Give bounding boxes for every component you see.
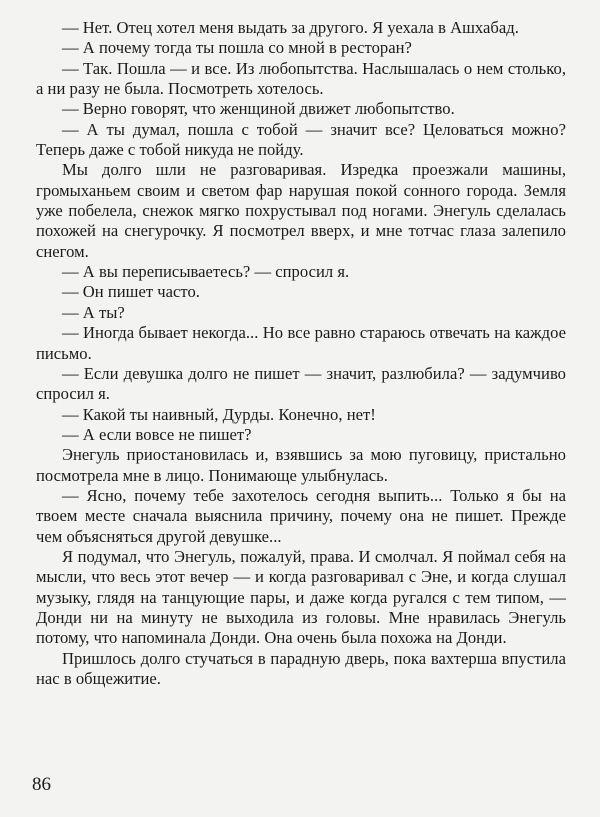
paragraph-6: Мы долго шли не разговаривая. Изредка проезжали машины, громыханьем своим и светом фар нарушая покой сонного города. Земля уже побелела, снежок мягко похрустывал под ногами. Энегуль сделалась похожей на снегурочку. Я посмотрел вверх, и мне тотчас глаза залепило снегом. xyxy=(36,160,566,261)
paragraph-15: — Ясно, почему тебе захотелось сегодня выпить... Только я бы на твоем месте сначала выяснила причину, почему она не пишет. Прежде чем объясняться другой девушке... xyxy=(36,485,566,546)
paragraph-16: Я подумал, что Энегуль, пожалуй, права. И смолчал. Я поймал себя на мысли, что весь этот вечер — и когда разговаривал с Эне, и когда слушал музыку, глядя на танцующие пары, и даже когда ругался с тем типом, — Донди ни на минуту не выходила из головы. Мне нравилась Энегуль потому, что напоминала Донди. Она очень была похожа на Донди. xyxy=(36,546,566,648)
paragraph-8: — Он пишет часто. xyxy=(62,282,200,302)
paragraph-3: — Так. Пошла — и все. Из любопытства. Наслышалась о нем столько, а ни разу не была. Посмотреть хотелось. xyxy=(36,58,566,99)
paragraph-1: — Нет. Отец хотел меня выдать за другого. Я уехала в Ашхабад. xyxy=(62,18,519,37)
paragraph-7: — А вы переписываетесь? — спросил я. xyxy=(62,262,350,282)
paragraph-10: — Иногда бывает некогда... Но все равно стараюсь отвечать на каждое письмо. xyxy=(36,323,566,363)
paragraph-14: Энегуль приостановилась и, взявшись за мою пуговицу, пристально посмотрела мне в лицо. Понимающе улыбнулась. xyxy=(36,445,566,485)
paragraph-5: — А ты думал, пошла с тобой — значит все? Целоваться можно? Теперь даже с тобой никуда не пойду. xyxy=(36,119,566,160)
page-number: 86 xyxy=(32,774,52,795)
paragraph-11: — Если девушка долго не пишет — значит, разлюбила? — задумчиво спросил я. xyxy=(36,363,566,404)
paragraph-4: — Верно говорят, что женщиной движет любопытство. xyxy=(62,99,455,119)
paragraph-9: — А ты? xyxy=(62,302,125,322)
paragraph-2: — А почему тогда ты пошла со мной в ресторан? xyxy=(62,38,412,58)
paragraph-17: Пришлось долго стучаться в парадную дверь, пока вахтерша впустила нас в общежитие. xyxy=(36,648,566,688)
paragraph-13: — А если вовсе не пишет? xyxy=(62,424,252,444)
paragraph-12: — Какой ты наивный, Дурды. Конечно, нет! xyxy=(62,404,376,424)
